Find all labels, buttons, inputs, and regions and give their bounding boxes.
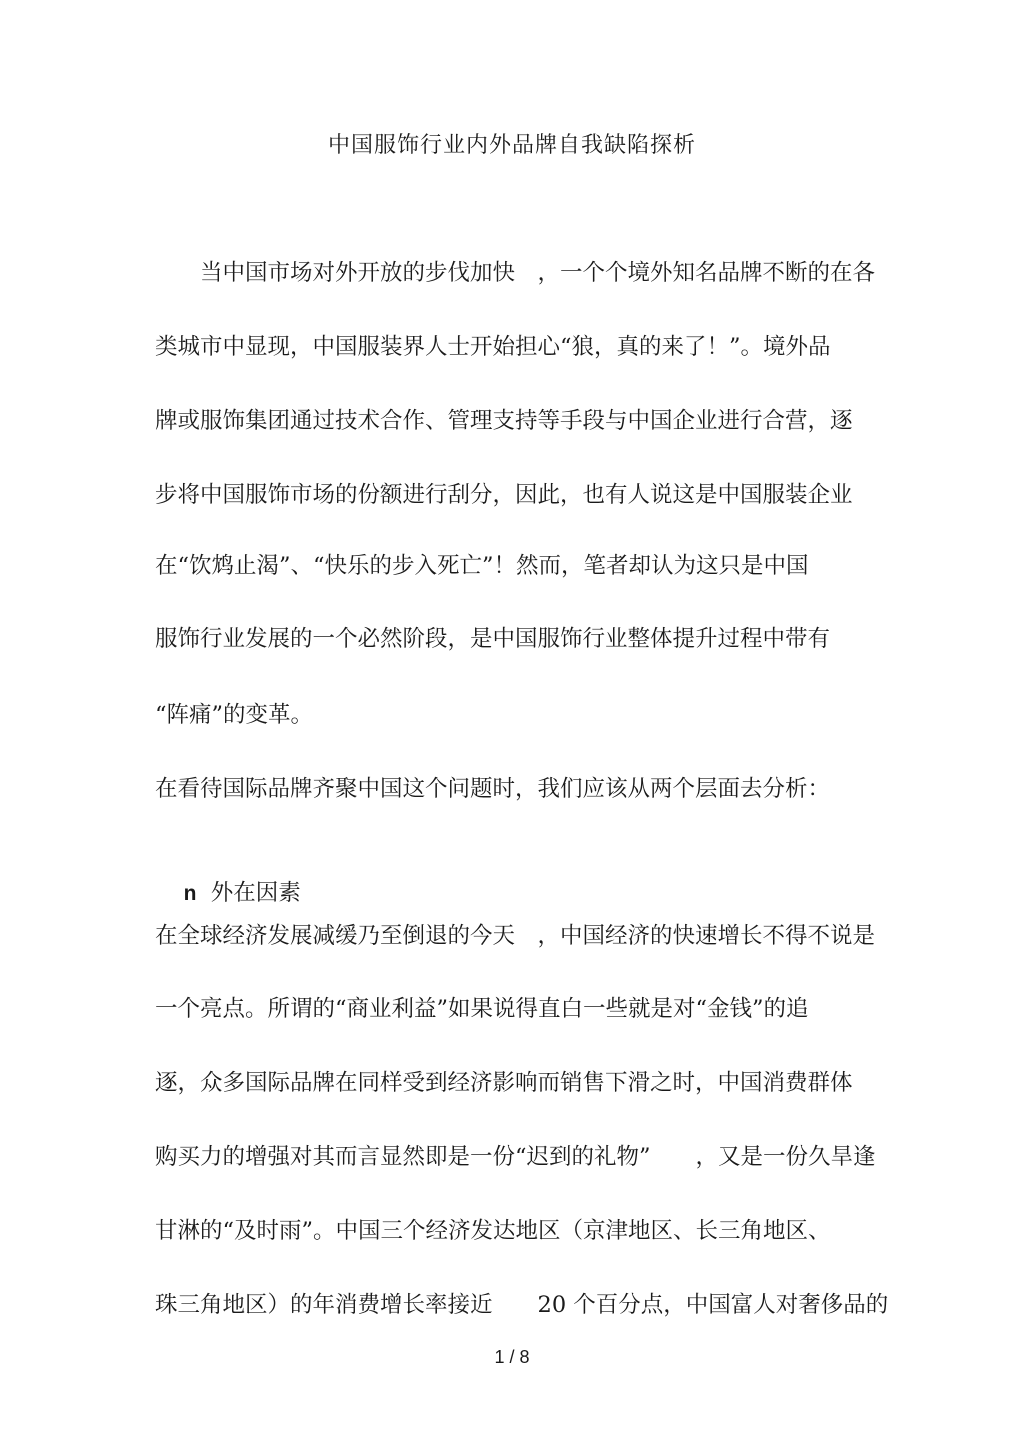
- paragraph-line: 购买力的增强对其而言显然即是一份“迟到的礼物” ，又是一份久旱逢: [155, 1144, 876, 1170]
- paragraph-line: 一个亮点。所谓的“商业利益”如果说得直白一些就是对“金钱”的追: [155, 996, 809, 1022]
- paragraph-line: 当中国市场对外开放的步伐加快 ，一个个境外知名品牌不断的在各: [155, 260, 876, 286]
- bullet-text: 外在因素: [210, 880, 301, 906]
- paragraph-line: 服饰行业发展的一个必然阶段，是中国服饰行业整体提升过程中带有: [155, 626, 831, 652]
- paragraph-line: 在“饮鸩止渴”、“快乐的步入死亡”！然而，笔者却认为这只是中国: [155, 553, 809, 579]
- paragraph-line: 珠三角地区）的年消费增长率接近 20 个百分点，中国富人对奢侈品的: [155, 1292, 889, 1318]
- bullet-mark: n: [183, 882, 197, 905]
- paragraph-line: “阵痛”的变革。: [155, 702, 314, 728]
- paragraph-line: 类城市中显现，中国服装界人士开始担心“狼，真的来了！”。境外品: [155, 334, 831, 360]
- paragraph-line: 在全球经济发展减缓乃至倒退的今天 ，中国经济的快速增长不得不说是: [155, 923, 876, 949]
- page-number: 1 / 8: [494, 1347, 530, 1367]
- paragraph-line: 步将中国服饰市场的份额进行刮分，因此，也有人说这是中国服装企业: [155, 482, 853, 508]
- paragraph-line: 在看待国际品牌齐聚中国这个问题时，我们应该从两个层面去分析：: [155, 776, 831, 802]
- paragraph-line: 逐，众多国际品牌在同样受到经济影响而销售下滑之时，中国消费群体: [155, 1070, 853, 1096]
- paragraph-line: 牌或服饰集团通过技术合作、管理支持等手段与中国企业进行合营，逐: [155, 408, 853, 434]
- paragraph-line: 甘淋的“及时雨”。中国三个经济发达地区（京津地区、长三角地区、: [155, 1218, 831, 1244]
- document-title: 中国服饰行业内外品牌自我缺陷探析: [327, 133, 696, 158]
